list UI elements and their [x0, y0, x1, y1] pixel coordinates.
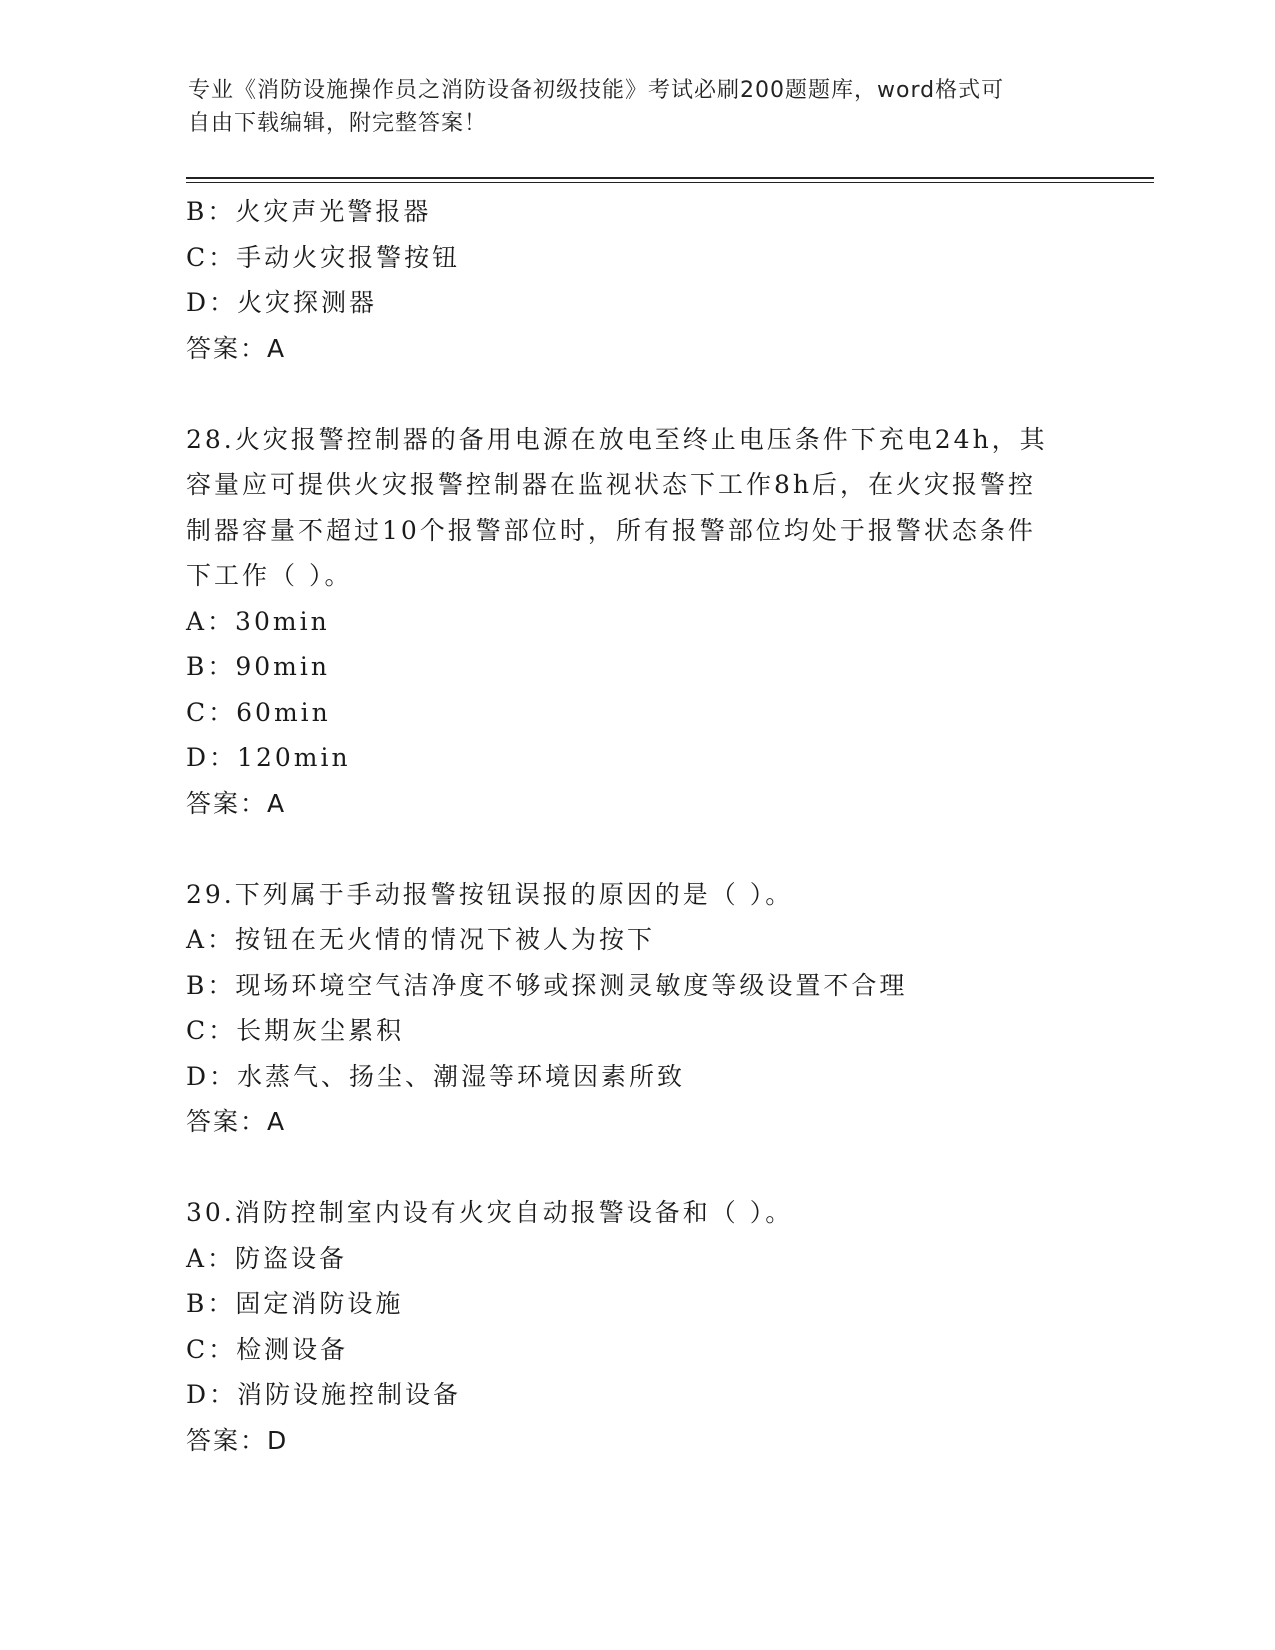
stem-line: 制器容量不超过10个报警部位时，所有报警部位均处于报警状态条件 [186, 515, 1036, 545]
document-header [188, 74, 1068, 140]
option-d: D：消防设施控制设备 [186, 1380, 462, 1409]
option-c: C：手动火灾报警按钮 [186, 242, 461, 272]
option-c: C：长期灰尘累积 [186, 1016, 405, 1045]
header-line-2: 自由下载编辑，附完整答案！ [188, 111, 488, 136]
header-line-1: 专业《消防设施操作员之消防设备初级技能》考试必刷200题题库，word格式可 [188, 78, 1005, 103]
option-a: A：防盗设备 [186, 1243, 348, 1273]
stem-line: 下工作（ ）。 [186, 561, 353, 590]
option-b: B：现场环境空气洁净度不够或探测灵敏度等级设置不合理 [186, 970, 908, 1000]
option-c: C：检测设备 [186, 1334, 349, 1364]
spacer [186, 826, 1086, 872]
stem-line: 29.下列属于手动报警按钮误报的原因的是（ ）。 [186, 879, 794, 909]
question-stem [186, 872, 1086, 918]
question-30 [186, 1190, 1086, 1463]
option-b: B：90min [186, 652, 330, 681]
option-a: A：按钮在无火情的情况下被人为按下 [186, 925, 656, 954]
question-27-tail [186, 189, 1086, 371]
spacer [186, 371, 1086, 417]
question-stem [186, 1190, 1086, 1236]
spacer [186, 1145, 1086, 1191]
option-d: D：火灾探测器 [186, 288, 378, 317]
stem-line: 30.消防控制室内设有火灾自动报警设备和（ ）。 [186, 1198, 794, 1227]
question-29 [186, 872, 1086, 1145]
answer: 答案：D [186, 1425, 289, 1455]
question-28 [186, 417, 1086, 827]
option-c: C：60min [186, 697, 331, 727]
option-b: B：固定消防设施 [186, 1289, 404, 1318]
option-d: D：120min [186, 743, 351, 772]
question-stem [186, 417, 1086, 599]
option-b: B：火灾声光警报器 [186, 197, 432, 226]
stem-line: 28.火灾报警控制器的备用电源在放电至终止电压条件下充电24h，其 [186, 424, 1048, 454]
option-d: D：水蒸气、扬尘、潮湿等环境因素所致 [186, 1061, 686, 1091]
header-divider-thick [186, 177, 1154, 179]
option-a: A：30min [186, 606, 330, 636]
question-content [186, 189, 1086, 1463]
answer: 答案：A [186, 788, 287, 818]
answer: 答案：A [186, 1107, 287, 1136]
header-divider-thin [186, 182, 1154, 183]
stem-line: 容量应可提供火灾报警控制器在监视状态下工作8h后，在火灾报警控 [186, 470, 1037, 499]
answer: 答案：A [186, 333, 287, 363]
